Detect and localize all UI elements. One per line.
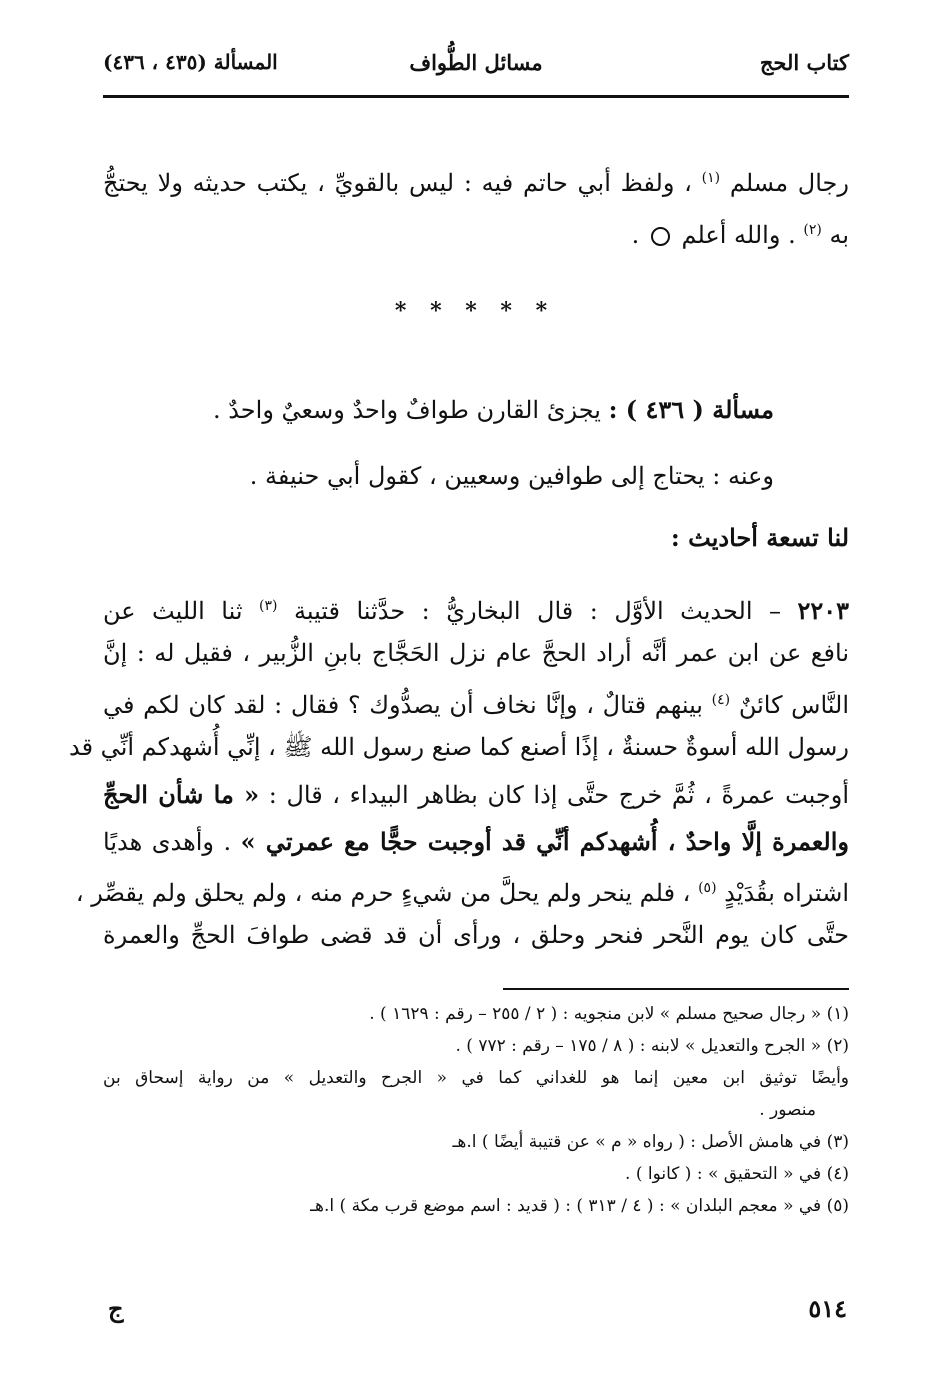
footnote-2: (٢) « الجرح والتعديل » لابنه : ( ٨ / ١٧٥ – رقم : ٧٧٢ ) .	[455, 1036, 849, 1056]
hadith-line-4: رسول الله أسوةٌ حسنةٌ ، إذًا أصنع كما صنع رسول الله ﷺ ، إنِّي أُشهدكم أنِّي قد	[68, 733, 849, 761]
book-title: كتاب الحج	[759, 50, 849, 75]
issue-title-line	[103, 390, 849, 430]
quoted-speech: « ما شأن الحجِّ	[103, 780, 260, 809]
running-head	[103, 50, 849, 84]
continuation-line-2: به $^{(٢)}$ . والله أعلم .	[631, 221, 849, 249]
hadith-line-8: حتَّى كان يوم النَّحر فنحر وحلق ، ورأى أن قد قضى طوافَ الحجِّ والعمرة	[103, 921, 849, 949]
issue-statement: يجزئ القارن طوافٌ واحدٌ وسعيٌ واحدٌ .	[212, 396, 601, 424]
end-circle-icon	[651, 227, 670, 246]
evidence-intro: لنا تسعة أحاديث :	[670, 523, 849, 552]
alt-opinion: وعنه : يحتاج إلى طوافين وسعيين ، كقول أبي حنيفة .	[249, 462, 774, 490]
footnote-ref-2: (٢)	[803, 222, 822, 238]
hadith-line-5: أوجبت عمرةً ، ثُمَّ خرج حتَّى إذا كان بظاهر البيداء ، قال : « ما شأن الحجِّ	[103, 780, 849, 809]
hadith-number: ٢٢٠٣	[797, 596, 850, 625]
quoted-speech-cont: والعمرة إلَّا واحدٌ ، أُشهدكم أنِّي قد أوجبت حجًّا مع عمرتي »	[240, 827, 849, 856]
footnote-rule	[503, 988, 849, 990]
issue-range: المسألة (٤٣٥ ، ٤٣٦)	[103, 50, 278, 74]
issue-label: مسألة ( ٤٣٦ ) :	[608, 395, 774, 424]
page-number: ٥١٤	[808, 1294, 847, 1323]
footnote-ref-4: (٤)	[711, 692, 731, 708]
signature-mark: ج	[108, 1294, 124, 1323]
footnote-5: (٥) في « معجم البلدان » : ( ٤ / ٣١٣ ) : ( قديد : اسم موضع قرب مكة ) ا.هـ	[310, 1196, 849, 1216]
hadith-line-2: نافع عن ابن عمر أنَّه أراد الحجَّ عام نزل الحَجَّاج بابنِ الزُّبير ، فقيل له : إنَّ	[103, 639, 849, 667]
footnotes	[103, 998, 849, 1222]
alt-opinion-block	[103, 456, 849, 496]
hadith-line-1: ٢٢٠٣ – الحديث الأوَّل : قال البخاريُّ : حدَّثنا قتيبة $^{(٣)}$ ثنا الليث عن	[103, 596, 850, 625]
footnote-3: (٣) في هامش الأصل : ( رواه « م » عن قتيبة أيضًا ) ا.هـ	[452, 1132, 849, 1152]
chapter-title: مسائل الطُّواف	[409, 50, 543, 75]
footnote-2-end: منصور .	[759, 1100, 816, 1120]
continuation-paragraph	[103, 152, 849, 256]
footnote-ref-1: (١)	[701, 170, 721, 186]
section-separator: * * * * *	[394, 298, 556, 324]
hadith-paragraph	[68, 583, 850, 959]
footnote-4: (٤) في « التحقيق » : ( كانوا ) .	[625, 1164, 849, 1184]
hadith-line-6: والعمرة إلَّا واحدٌ ، أُشهدكم أنِّي قد أوجبت حجًّا مع عمرتي » . وأهدى هديًا	[103, 827, 849, 856]
footnote-ref-5: (٥)	[698, 880, 717, 896]
evidence-block	[103, 518, 849, 558]
issue-block	[103, 390, 849, 430]
hadith-line-7: اشتراه بقُدَيْدٍ $^{(٥)}$ ، فلم ينحر ولم يحلَّ من شيءٍ حرم منه ، ولم يحلق ولم يقصِّر ،	[75, 879, 849, 907]
footnote-1: (١) « رجال صحيح مسلم » لابن منجويه : ( ٢ / ٢٥٥ – رقم : ١٦٢٩ ) .	[369, 1004, 849, 1024]
footnote-ref-3: (٣)	[259, 598, 278, 614]
footnote-2-cont: وأيضًا توثيق ابن معين إنما هو للغداني كما في « الجرح والتعديل » من رواية إسحاق بن	[103, 1068, 849, 1088]
header-rule	[103, 95, 849, 98]
hadith-line-3: النَّاس كائنٌ $^{(٤)}$ بينهم قتالٌ ، وإنَّا نخاف أن يصدُّوك ؟ فقال : لقد كان لكم في	[103, 691, 849, 719]
continuation-line-1: رجال مسلم $^{(١)}$ ، ولفظ أبي حاتم فيه : ليس بالقويِّ ، يكتب حديثه ولا يحتجُّ	[103, 169, 849, 197]
